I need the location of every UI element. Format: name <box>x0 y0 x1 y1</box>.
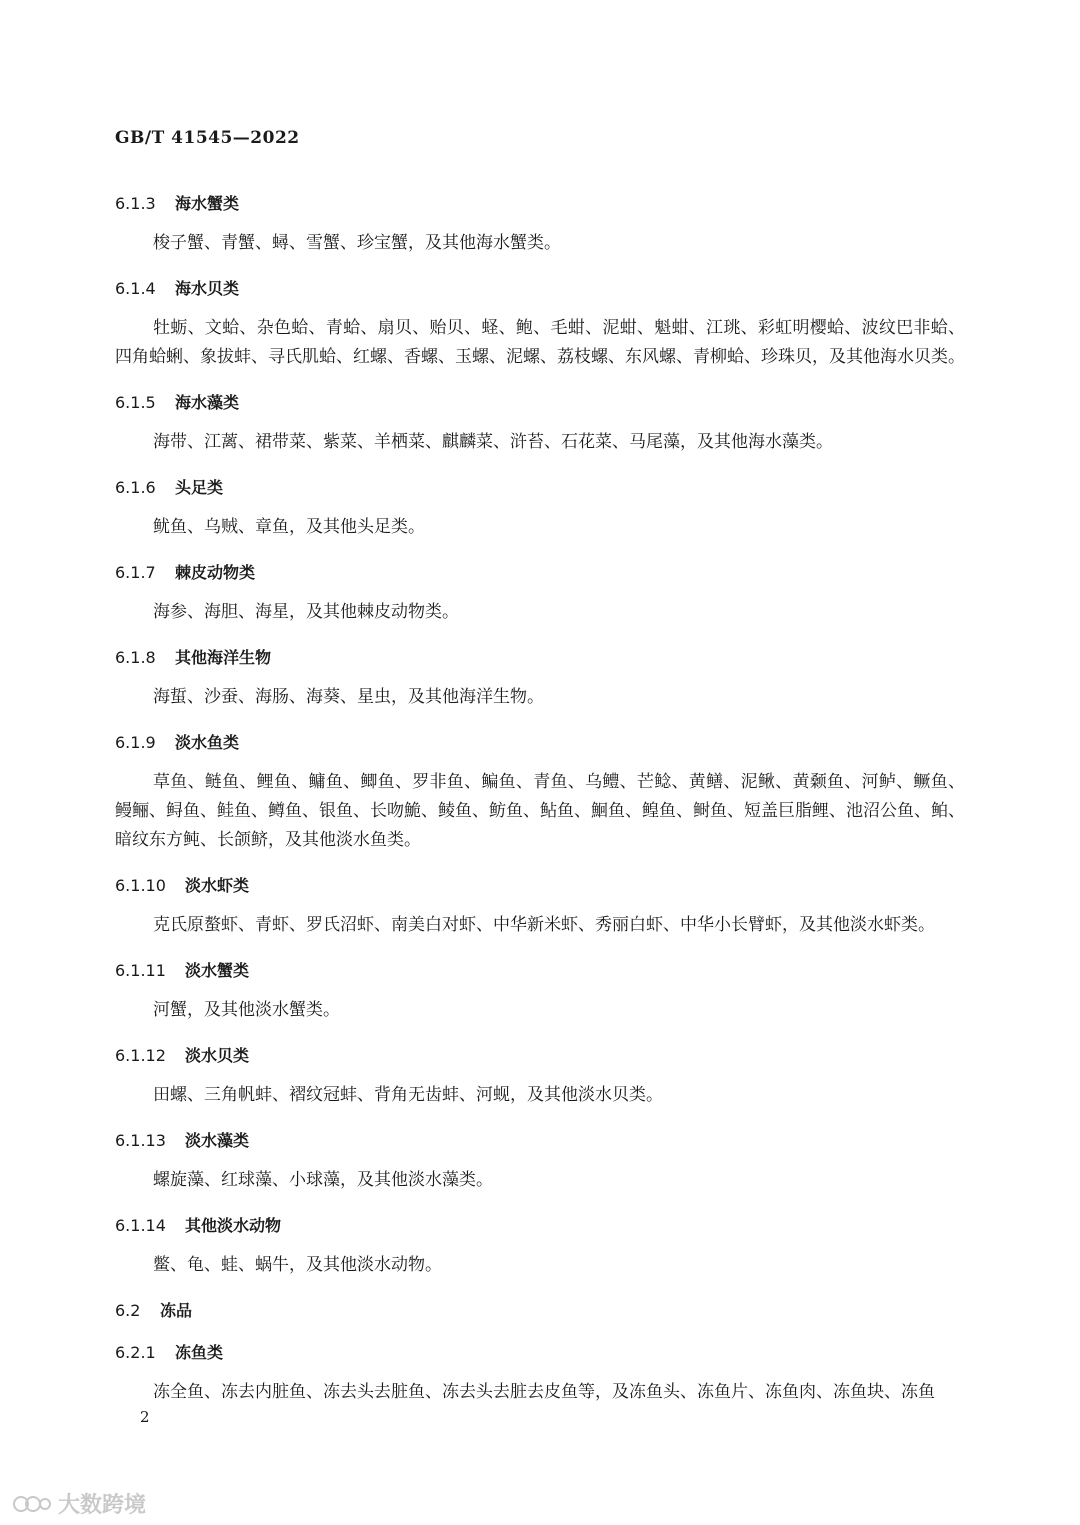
section-6-2 <box>115 1290 965 1332</box>
section-title: 冻品 <box>160 1301 193 1320</box>
watermark-text: 大数跨境 <box>58 1493 147 1518</box>
section-text: 海带、江蓠、裙带菜、紫菜、羊栖菜、麒麟菜、浒苔、石花菜、马尾藻，及其他海水藻类。 <box>153 432 833 452</box>
section-text: 鳖、龟、蛙、蜗牛，及其他淡水动物。 <box>153 1255 442 1275</box>
section-number: 6.1.9 <box>115 733 156 752</box>
section-text: 牡蛎、文蛤、杂色蛤、青蛤、扇贝、贻贝、蛏、鲍、毛蚶、泥蚶、魁蚶、江珧、彩虹明樱蛤、波纹巴非蛤、四角蛤蜊、象拔蚌、寻氏肌蛤、红螺、香螺、玉螺、泥螺、荔枝螺、东风螺、青柳蛤、珍珠贝，及其他海水贝类。 <box>115 318 965 367</box>
section-number: 6.1.13 <box>115 1131 166 1150</box>
section-text: 海参、海胆、海星，及其他棘皮动物类。 <box>153 602 459 622</box>
section-number: 6.1.6 <box>115 478 156 497</box>
section-6-1-5 <box>115 382 965 457</box>
section-6-1-4 <box>115 268 965 372</box>
standard-number: GB/T 41545—2022 <box>115 128 300 148</box>
section-6-1-3 <box>115 183 965 258</box>
section-text: 螺旋藻、红球藻、小球藻，及其他淡水藻类。 <box>153 1170 493 1190</box>
section-6-1-11 <box>115 950 965 1025</box>
section-number: 6.1.14 <box>115 1216 166 1235</box>
section-6-1-12 <box>115 1035 965 1110</box>
section-number: 6.1.3 <box>115 194 156 213</box>
section-text: 梭子蟹、青蟹、蟳、雪蟹、珍宝蟹，及其他海水蟹类。 <box>153 233 561 253</box>
section-title: 淡水蟹类 <box>185 961 250 980</box>
section-text: 冻全鱼、冻去内脏鱼、冻去头去脏鱼、冻去头去脏去皮鱼等，及冻鱼头、冻鱼片、冻鱼肉、冻鱼块、冻鱼 <box>153 1382 935 1402</box>
section-number: 6.1.10 <box>115 876 166 895</box>
section-text: 海蜇、沙蚕、海肠、海葵、星虫，及其他海洋生物。 <box>153 687 544 707</box>
section-6-1-7 <box>115 552 965 627</box>
section-title: 头足类 <box>175 478 224 497</box>
section-number: 6.1.12 <box>115 1046 166 1065</box>
section-number: 6.1.7 <box>115 563 156 582</box>
section-title: 冻鱼类 <box>175 1343 224 1362</box>
section-text: 河蟹，及其他淡水蟹类。 <box>153 1000 340 1020</box>
section-text: 草鱼、鲢鱼、鲤鱼、鳙鱼、鲫鱼、罗非鱼、鳊鱼、青鱼、乌鳢、芒鲶、黄鳝、泥鳅、黄颡鱼、河鲈、鳜鱼、鳗鲡、鲟鱼、鲑鱼、鳟鱼、银鱼、长吻鮠、鲮鱼、鲂鱼、鲇鱼、鮰鱼、鳇鱼、鲥鱼、短盖巨脂鲤、池沼公鱼、鲌、暗纹东方鲀、长颌鲚，及其他淡水鱼类。 <box>115 772 965 850</box>
section-title: 其他海洋生物 <box>175 648 272 667</box>
section-number: 6.1.11 <box>115 961 166 980</box>
section-title: 其他淡水动物 <box>185 1216 282 1235</box>
section-number: 6.1.4 <box>115 279 156 298</box>
section-6-1-8 <box>115 637 965 712</box>
section-number: 6.2.1 <box>115 1343 156 1362</box>
section-title: 淡水藻类 <box>185 1131 250 1150</box>
document-header <box>115 128 300 148</box>
section-6-1-10 <box>115 865 965 940</box>
document-body <box>115 183 965 1417</box>
section-6-1-6 <box>115 467 965 542</box>
section-6-1-9 <box>115 722 965 855</box>
page-number: 2 <box>140 1408 150 1426</box>
section-6-1-14 <box>115 1205 965 1280</box>
section-title: 淡水虾类 <box>185 876 250 895</box>
section-title: 海水贝类 <box>175 279 240 298</box>
section-6-2-1 <box>115 1332 965 1407</box>
section-text: 克氏原螯虾、青虾、罗氏沼虾、南美白对虾、中华新米虾、秀丽白虾、中华小长臂虾，及其他淡水虾类。 <box>153 915 935 935</box>
section-number: 6.2 <box>115 1301 141 1320</box>
section-6-1-13 <box>115 1120 965 1195</box>
section-text: 田螺、三角帆蚌、褶纹冠蚌、背角无齿蚌、河蚬，及其他淡水贝类。 <box>153 1085 663 1105</box>
section-title: 棘皮动物类 <box>175 563 256 582</box>
section-title: 海水蟹类 <box>175 194 240 213</box>
watermark-logo-icon <box>12 1493 52 1515</box>
watermark <box>12 1488 146 1519</box>
section-title: 淡水鱼类 <box>175 733 240 752</box>
section-title: 海水藻类 <box>175 393 240 412</box>
section-number: 6.1.8 <box>115 648 156 667</box>
section-number: 6.1.5 <box>115 393 156 412</box>
section-text: 鱿鱼、乌贼、章鱼，及其他头足类。 <box>153 517 425 537</box>
section-title: 淡水贝类 <box>185 1046 250 1065</box>
